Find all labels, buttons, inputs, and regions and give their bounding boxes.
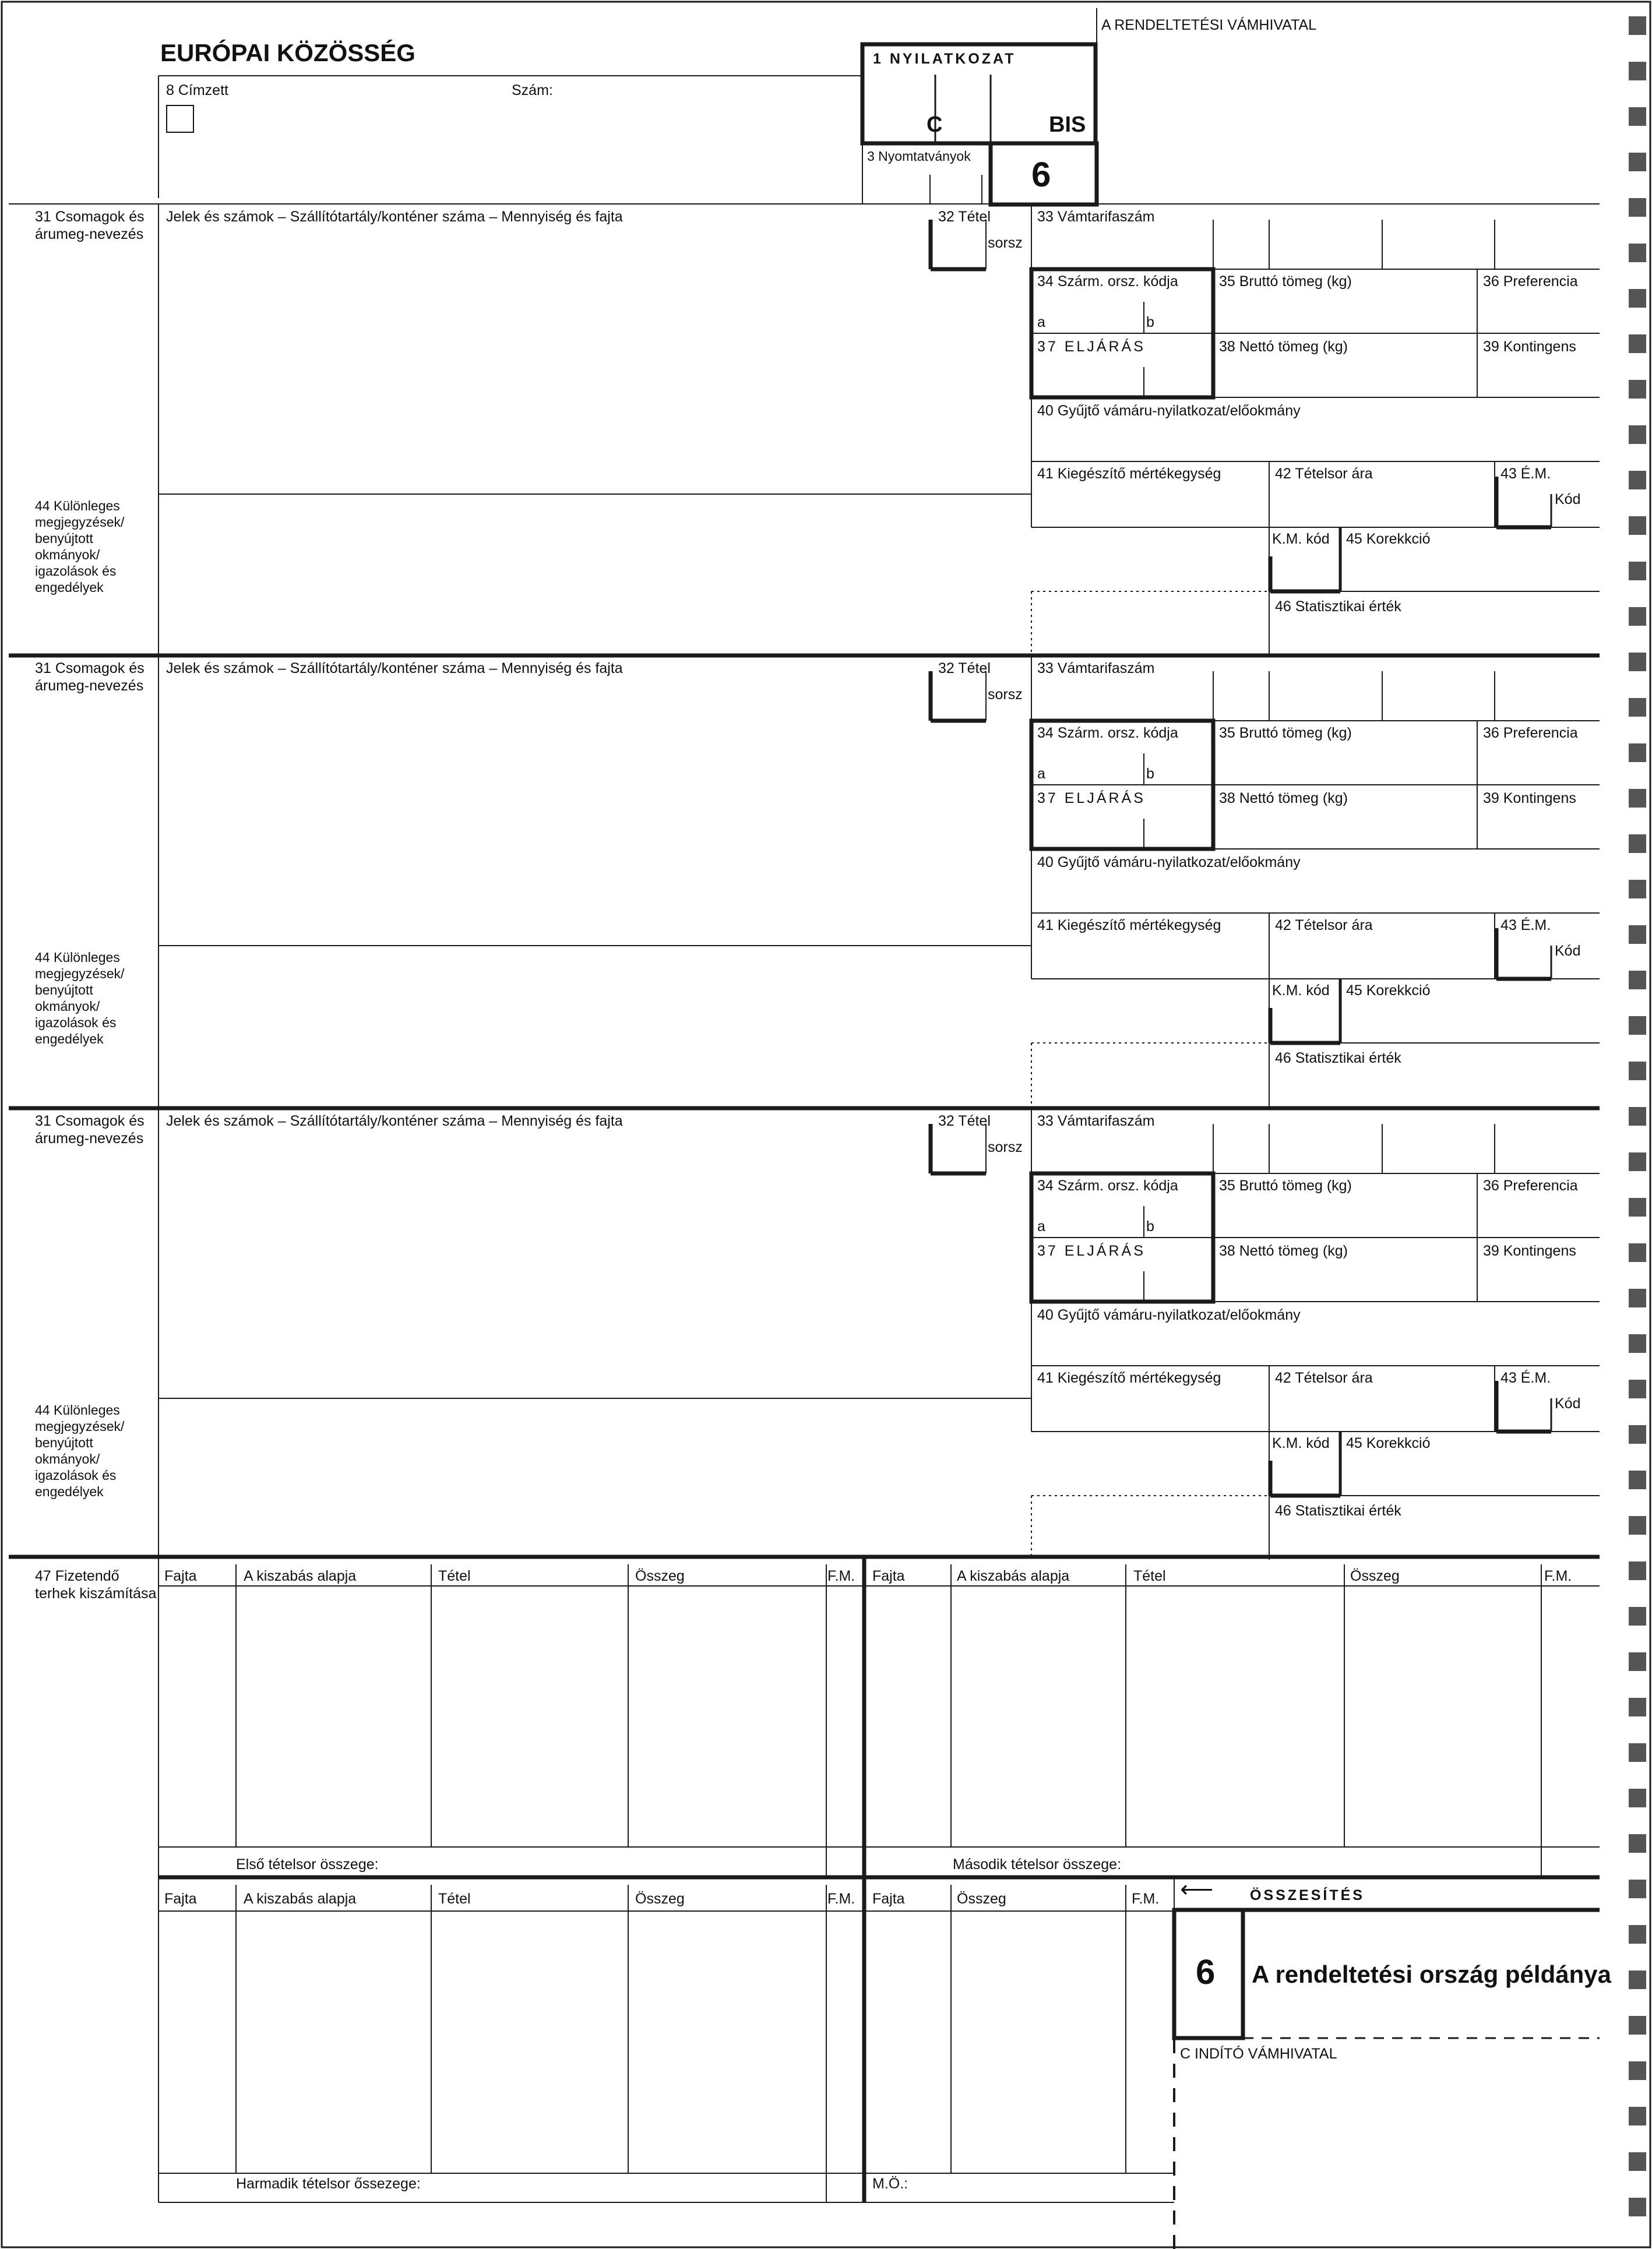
item-1-item-price-label: 42 Tételsor ára xyxy=(1275,466,1373,482)
item-3-preference-label: 36 Preferencia xyxy=(1483,1178,1578,1194)
charges3-col-basis: A kiszabás alapja xyxy=(244,1891,357,1907)
item-3-supp-units-label: 41 Kiegészítő mértékegység xyxy=(1037,1370,1221,1386)
binding-hole xyxy=(1629,743,1646,762)
binding-hole xyxy=(1629,1652,1646,1671)
binding-hole xyxy=(1629,2061,1646,2080)
binding-hole xyxy=(1629,516,1646,535)
item-2-box31-label: 31 Csomagok és árumeg-nevezés xyxy=(35,660,145,694)
item-1-adjustment-label: 45 Korekkció xyxy=(1346,531,1431,547)
item-1-origin-label: 34 Szárm. orsz. kódja xyxy=(1037,273,1178,290)
charges1-col-amount: Összeg xyxy=(635,1568,685,1584)
item-1-stat-value-label: 46 Statisztikai érték xyxy=(1275,598,1401,615)
item-3-stat-value-label: 46 Statisztikai érték xyxy=(1275,1503,1401,1519)
forms-label: 3 Nyomtatványok xyxy=(867,149,971,164)
binding-hole xyxy=(1629,244,1646,262)
binding-hole xyxy=(1629,16,1646,35)
binding-hole xyxy=(1629,1289,1646,1307)
item-3-net-label: 38 Nettó tömeg (kg) xyxy=(1219,1243,1348,1259)
mo-label: M.Ö.: xyxy=(872,2176,908,2192)
consignee-label: 8 Címzett xyxy=(166,82,228,98)
item-2-a-label: a xyxy=(1037,766,1045,782)
item-1-supp-units-label: 41 Kiegészítő mértékegység xyxy=(1037,466,1221,482)
binding-hole xyxy=(1629,107,1646,126)
charges3-col-item: Tétel xyxy=(438,1891,471,1907)
binding-hole xyxy=(1629,1062,1646,1080)
binding-hole xyxy=(1629,1789,1646,1807)
binding-hole xyxy=(1629,1334,1646,1353)
item-3-procedure-label: 37 ELJÁRÁS xyxy=(1037,1243,1146,1259)
binding-hole xyxy=(1629,62,1646,80)
binding-hole xyxy=(1629,425,1646,444)
charges2-col-type: Fajta xyxy=(872,1568,905,1584)
item-2-b-label: b xyxy=(1146,766,1154,782)
binding-hole xyxy=(1629,653,1646,671)
item-1-preference-label: 36 Preferencia xyxy=(1483,273,1578,290)
item-1-box44-label: 44 Különleges megjegyzések/ benyújtott okmányok/ igazolások és engedélyek xyxy=(35,498,125,595)
binding-hole xyxy=(1629,1834,1646,1853)
item-1-gross-label: 35 Bruttó tömeg (kg) xyxy=(1219,273,1352,290)
item-2-supp-units-label: 41 Kiegészítő mértékegység xyxy=(1037,917,1221,933)
departure-office-label: C INDÍTÓ VÁMHIVATAL xyxy=(1180,2046,1337,2062)
summary-label: ÖSSZESÍTÉS xyxy=(1250,1887,1365,1903)
item-1-item-label: 32 Tétel xyxy=(938,209,991,225)
copy-number-top: 6 xyxy=(1031,155,1051,194)
charges2-col-basis: A kiszabás alapja xyxy=(957,1568,1070,1584)
item-2-quota-label: 39 Kontingens xyxy=(1483,790,1576,806)
binding-hole xyxy=(1629,698,1646,717)
charges3-col-type: Fajta xyxy=(164,1891,197,1907)
charges2-col-amount: Összeg xyxy=(1350,1568,1400,1584)
binding-hole xyxy=(1629,789,1646,808)
item-2-box44-label: 44 Különleges megjegyzések/ benyújtott okmányok/ igazolások és engedélyek xyxy=(35,950,125,1046)
item-1-kod-label: Kód xyxy=(1555,491,1581,507)
item-3-a-label: a xyxy=(1037,1218,1045,1235)
item-3-tariff-label: 33 Vámtarifaszám xyxy=(1037,1113,1155,1129)
bis-label: BIS xyxy=(1049,112,1086,137)
binding-hole xyxy=(1629,925,1646,944)
item-2-item-price-label: 42 Tételsor ára xyxy=(1275,917,1373,933)
binding-hole xyxy=(1629,1516,1646,1535)
binding-hole xyxy=(1629,334,1646,353)
binding-hole xyxy=(1629,971,1646,989)
item-3-item-price-label: 42 Tételsor ára xyxy=(1275,1370,1373,1386)
binding-hole xyxy=(1629,1380,1646,1398)
binding-hole xyxy=(1629,1243,1646,1262)
total-first-label: Első tételsor összege: xyxy=(236,1856,379,1873)
item-2-marks-label: Jelek és számok – Szállítótartály/konténer száma – Mennyiség és fajta xyxy=(166,660,623,676)
binding-hole xyxy=(1629,1198,1646,1217)
arrow-left-icon: ⟵ xyxy=(1180,1877,1214,1902)
charges2-col-item: Tétel xyxy=(1133,1568,1166,1584)
item-2-sorsz-label: sorsz xyxy=(988,686,1023,703)
item-3-em-label: 43 É.M. xyxy=(1500,1370,1551,1386)
item-1-net-label: 38 Nettó tömeg (kg) xyxy=(1219,339,1348,355)
charges1-col-basis: A kiszabás alapja xyxy=(244,1568,357,1584)
item-2-km-kod-label: K.M. kód xyxy=(1272,982,1330,999)
charges1-col-fm: F.M. xyxy=(827,1568,855,1584)
item-3-km-kod-label: K.M. kód xyxy=(1272,1435,1330,1451)
total-second-label: Második tételsor összege: xyxy=(953,1856,1122,1873)
item-1-summary-decl-label: 40 Gyűjtő vámáru-nyilatkozat/előokmány xyxy=(1037,403,1301,419)
box47-label: 47 Fizetendő terhek kiszámítása xyxy=(35,1568,157,1602)
item-3-quota-label: 39 Kontingens xyxy=(1483,1243,1576,1259)
binding-hole xyxy=(1629,1607,1646,1626)
binding-hole xyxy=(1629,562,1646,580)
binding-hole xyxy=(1629,1698,1646,1716)
charges3-col-amount: Összeg xyxy=(635,1891,685,1907)
binding-hole xyxy=(1629,1970,1646,1989)
charges1-col-item: Tétel xyxy=(438,1568,471,1584)
binding-hole xyxy=(1629,1425,1646,1444)
item-2-adjustment-label: 45 Korekkció xyxy=(1346,982,1431,999)
charges3-col-fm: F.M. xyxy=(827,1891,855,1907)
item-3-summary-decl-label: 40 Gyűjtő vámáru-nyilatkozat/előokmány xyxy=(1037,1307,1301,1323)
copy-title: A rendeltetési ország példánya xyxy=(1252,1961,1611,1988)
item-3-b-label: b xyxy=(1146,1218,1154,1235)
item-2-tariff-label: 33 Vámtarifaszám xyxy=(1037,660,1155,676)
item-1-em-label: 43 É.M. xyxy=(1500,466,1551,482)
item-3-item-label: 32 Tétel xyxy=(938,1113,991,1129)
item-2-gross-label: 35 Bruttó tömeg (kg) xyxy=(1219,725,1352,741)
binding-hole xyxy=(1629,2016,1646,2035)
binding-hole xyxy=(1629,2152,1646,2171)
item-2-item-label: 32 Tétel xyxy=(938,660,991,676)
item-2-procedure-label: 37 ELJÁRÁS xyxy=(1037,790,1146,806)
item-3-box44-label: 44 Különleges megjegyzések/ benyújtott okmányok/ igazolások és engedélyek xyxy=(35,1402,125,1499)
item-1-tariff-label: 33 Vámtarifaszám xyxy=(1037,209,1155,225)
declaration-label: 1 NYILATKOZAT xyxy=(873,51,1016,67)
item-3-box31-label: 31 Csomagok és árumeg-nevezés xyxy=(35,1113,145,1147)
binding-hole xyxy=(1629,1152,1646,1171)
community-title: EURÓPAI KÖZÖSSÉG xyxy=(160,39,415,66)
copy-number-bottom: 6 xyxy=(1196,1952,1216,1991)
binding-hole xyxy=(1629,380,1646,399)
item-1-procedure-label: 37 ELJÁRÁS xyxy=(1037,339,1146,355)
item-2-em-label: 43 É.M. xyxy=(1500,917,1551,933)
item-3-origin-label: 34 Szárm. orsz. kódja xyxy=(1037,1178,1178,1194)
c-label: C xyxy=(927,112,943,137)
binding-hole xyxy=(1629,198,1646,217)
item-2-summary-decl-label: 40 Gyűjtő vámáru-nyilatkozat/előokmány xyxy=(1037,854,1301,870)
binding-hole xyxy=(1629,1880,1646,1898)
binding-hole xyxy=(1629,834,1646,853)
item-3-adjustment-label: 45 Korekkció xyxy=(1346,1435,1431,1451)
item-3-sorsz-label: sorsz xyxy=(988,1139,1023,1155)
item-2-stat-value-label: 46 Statisztikai érték xyxy=(1275,1050,1401,1066)
binding-hole xyxy=(1629,880,1646,898)
total-third-label: Harmadik tételsor őssezege: xyxy=(236,2176,421,2192)
binding-hole xyxy=(1629,1561,1646,1580)
binding-hole xyxy=(1629,2107,1646,2125)
binding-hole xyxy=(1629,607,1646,626)
charges4-col-fm: F.M. xyxy=(1132,1891,1160,1907)
binding-hole xyxy=(1629,1471,1646,1489)
number-label: Szám: xyxy=(512,82,553,98)
item-1-a-label: a xyxy=(1037,314,1045,330)
consignee-checkbox[interactable] xyxy=(166,105,194,133)
item-1-marks-label: Jelek és számok – Szállítótartály/konténer száma – Mennyiség és fajta xyxy=(166,209,623,225)
binding-hole xyxy=(1629,1925,1646,1944)
charges4-col-amount: Összeg xyxy=(957,1891,1006,1907)
item-2-origin-label: 34 Szárm. orsz. kódja xyxy=(1037,725,1178,741)
item-3-gross-label: 35 Bruttó tömeg (kg) xyxy=(1219,1178,1352,1194)
item-3-kod-label: Kód xyxy=(1555,1395,1581,1412)
item-3-marks-label: Jelek és számok – Szállítótartály/konténer száma – Mennyiség és fajta xyxy=(166,1113,623,1129)
item-2-net-label: 38 Nettó tömeg (kg) xyxy=(1219,790,1348,806)
item-1-box31-label: 31 Csomagok és árumeg-nevezés xyxy=(35,209,145,242)
item-1-sorsz-label: sorsz xyxy=(988,235,1023,251)
item-2-kod-label: Kód xyxy=(1555,943,1581,959)
binding-hole xyxy=(1629,1743,1646,1762)
binding-hole xyxy=(1629,471,1646,489)
item-1-quota-label: 39 Kontingens xyxy=(1483,339,1576,355)
binding-hole xyxy=(1629,1107,1646,1126)
charges1-col-type: Fajta xyxy=(164,1568,197,1584)
item-1-b-label: b xyxy=(1146,314,1154,330)
binding-hole xyxy=(1629,1016,1646,1035)
item-2-preference-label: 36 Preferencia xyxy=(1483,725,1578,741)
destination-office-label: A RENDELTETÉSI VÁMHIVATAL xyxy=(1101,17,1317,33)
binding-hole xyxy=(1629,153,1646,171)
binding-hole xyxy=(1629,2198,1646,2216)
charges4-col-type: Fajta xyxy=(872,1891,905,1907)
binding-hole xyxy=(1629,289,1646,308)
charges2-col-fm: F.M. xyxy=(1544,1568,1572,1584)
item-1-km-kod-label: K.M. kód xyxy=(1272,531,1330,547)
